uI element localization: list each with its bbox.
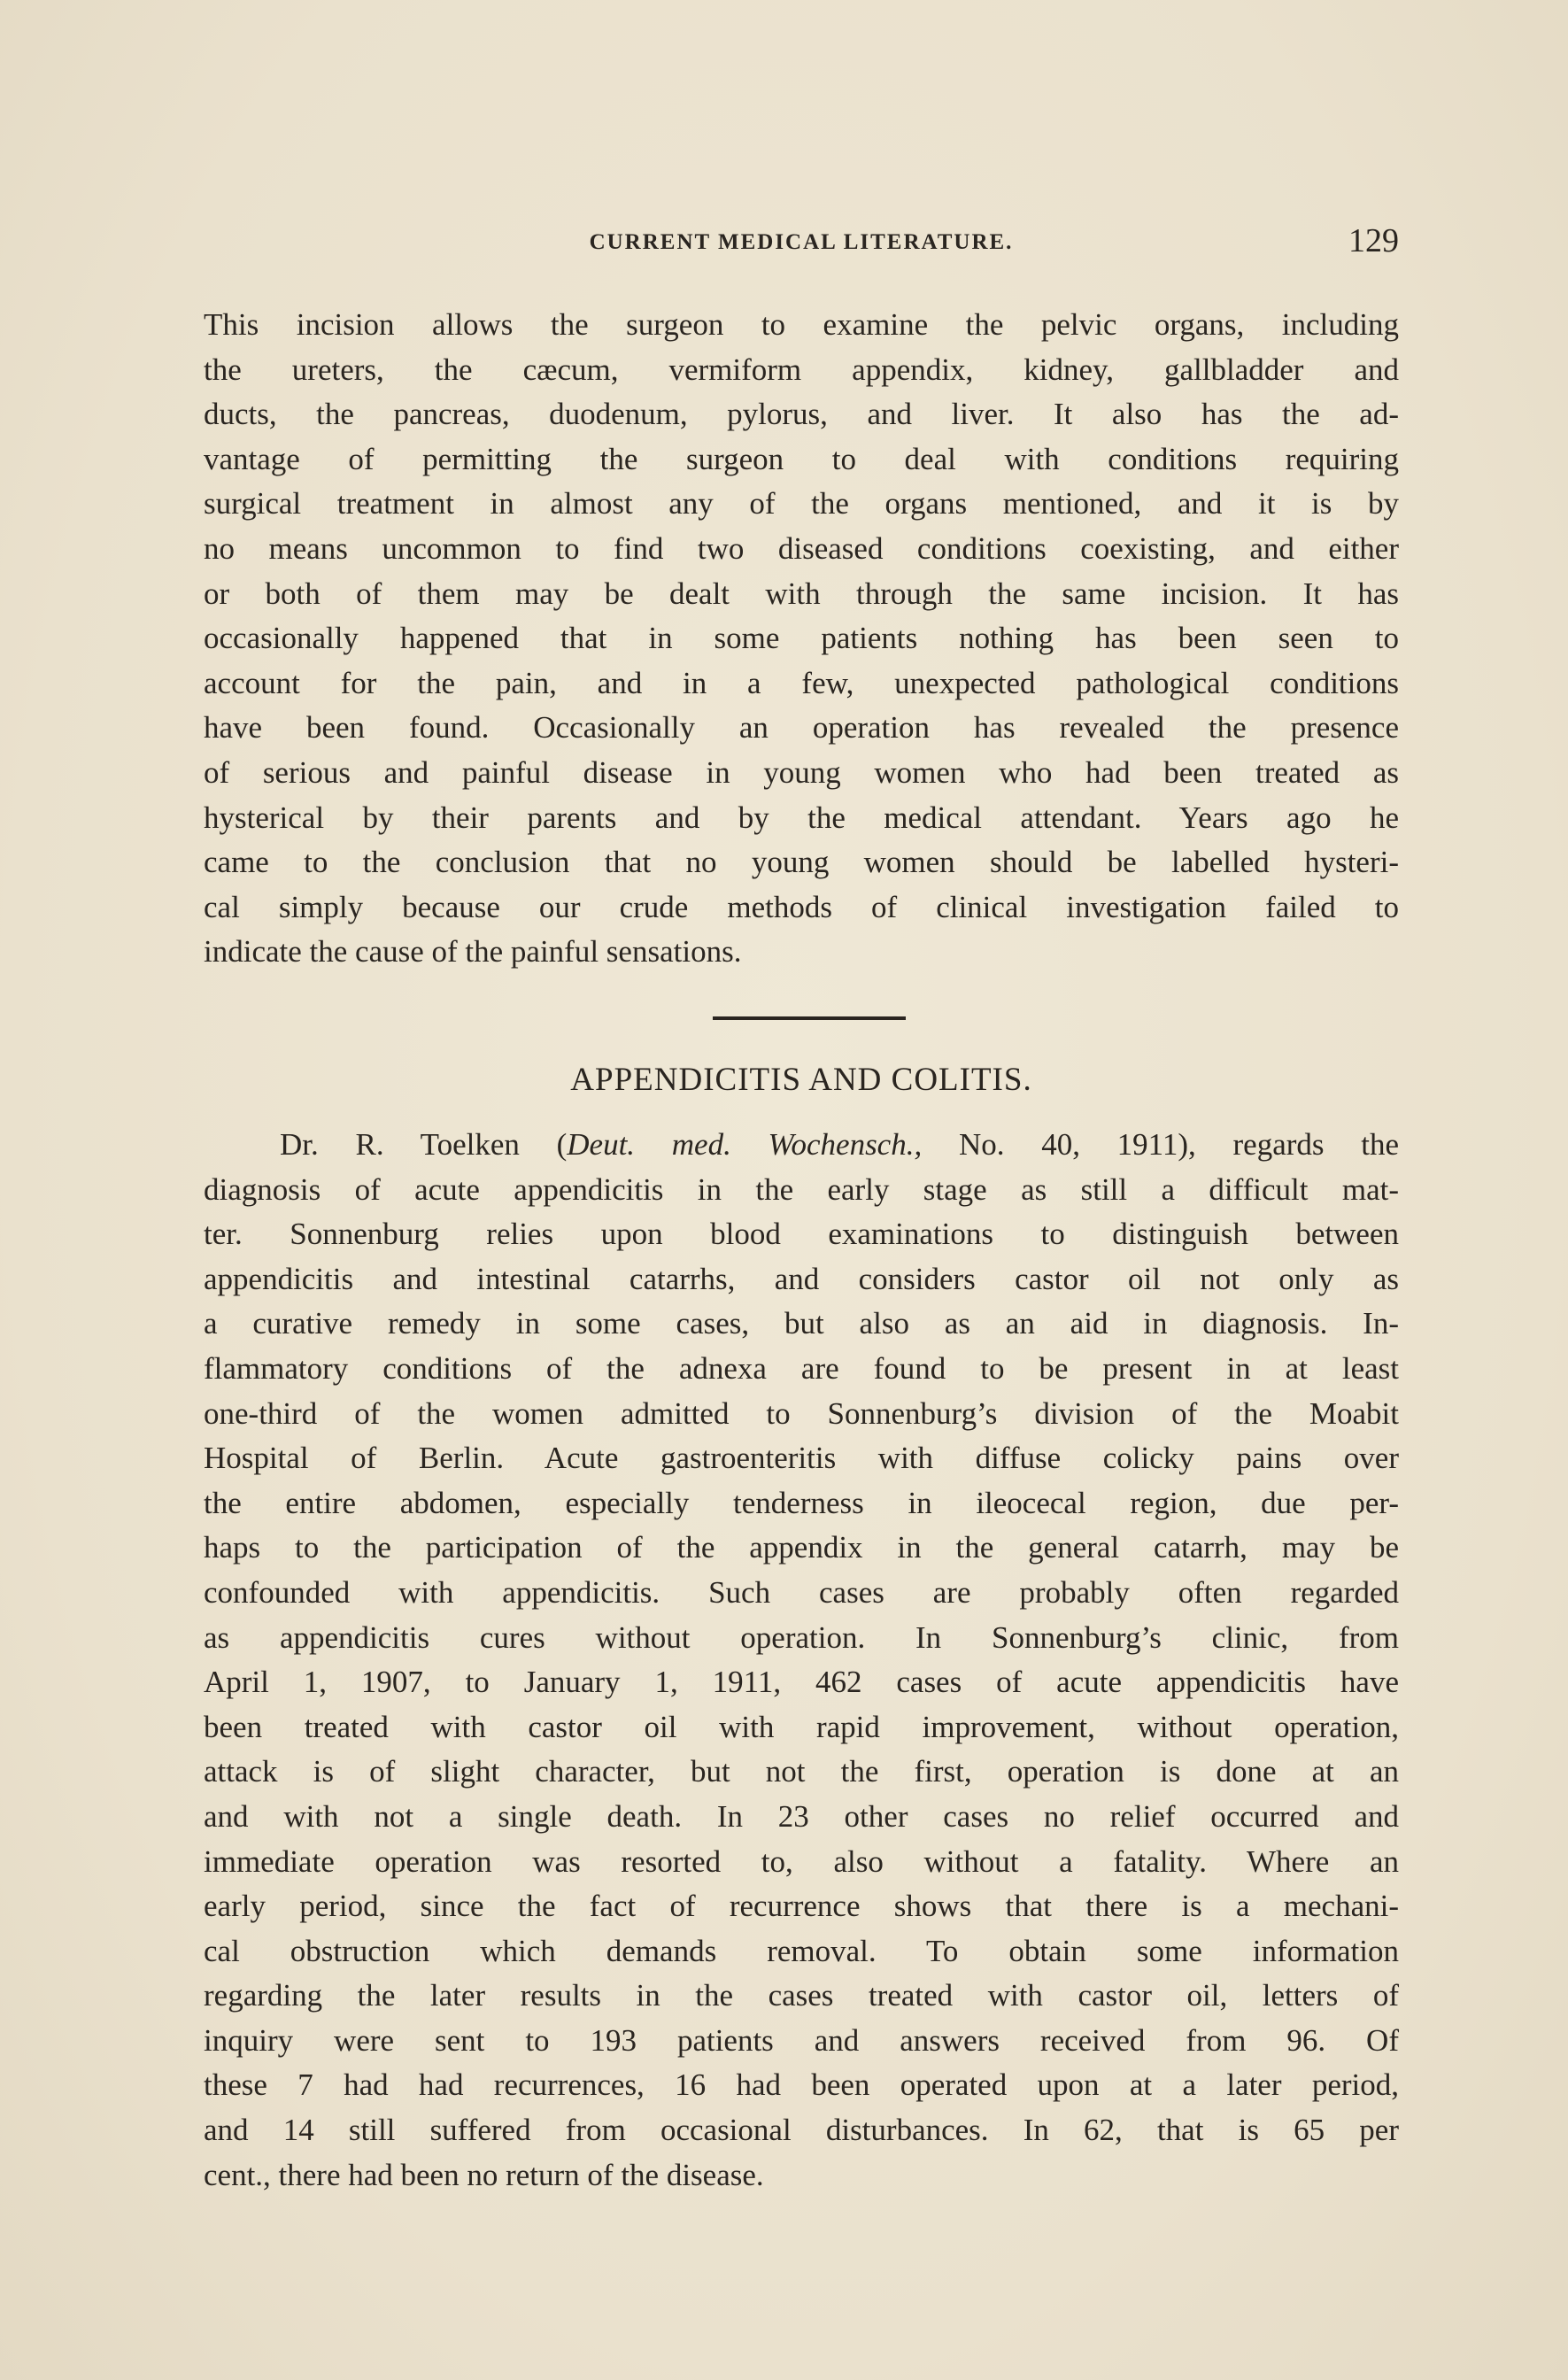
text-line: account for the pain, and in a few, unexpected pathological conditions	[204, 665, 1399, 700]
text-line: indicate the cause of the painful sensations.	[204, 934, 742, 970]
text-line: appendicitis and intestinal catarrhs, and considers castor oil not only as	[204, 1261, 1399, 1296]
text-line: regarding the later results in the cases treated with castor oil, letters of	[204, 1978, 1399, 2013]
text-line: confounded with appendicitis. Such cases are probably often regarded	[204, 1574, 1399, 1610]
text-line: flammatory conditions of the adnexa are found to be present in at least	[204, 1350, 1399, 1386]
text-line: haps to the participation of the appendix in the general catarrh, may be	[204, 1530, 1399, 1565]
text-line: cal simply because our crude methods of clinical investigation failed to	[204, 889, 1399, 924]
text-line: have been found. Occasionally an operation has revealed the presence	[204, 710, 1399, 746]
journal-title: Deut. med. Wochensch.,	[567, 1127, 923, 1162]
text-line: of serious and painful disease in young women who had been treated as	[204, 754, 1399, 790]
text-line: immediate operation was resorted to, also without a fatality. Where an	[204, 1843, 1399, 1879]
text-line-first	[204, 1123, 1399, 1168]
text-line: surgical treatment in almost any of the organs mentioned, and it is by	[204, 486, 1399, 522]
text-line: vantage of permitting the surgeon to deal with conditions requiring	[204, 441, 1399, 476]
text-line: and 14 still suffered from occasional disturbances. In 62, that is 65 per	[204, 2113, 1399, 2148]
text-line: occasionally happened that in some patients nothing has been seen to	[204, 621, 1399, 656]
text-line: the ureters, the cæcum, vermiform appendix, kidney, gallbladder and	[204, 352, 1399, 387]
section-heading: APPENDICITIS AND COLITIS.	[570, 1062, 1032, 1098]
text-line: the entire abdomen, especially tenderness in ileocecal region, due per-	[204, 1485, 1399, 1520]
text-line: inquiry were sent to 193 patients and answers received from 96. Of	[204, 2022, 1399, 2058]
paragraph-incision	[204, 303, 1399, 975]
text-line: these 7 had had recurrences, 16 had been operated upon at a later period,	[204, 2067, 1399, 2103]
citation-author: Dr. R. Toelken (	[280, 1127, 568, 1162]
running-head	[204, 221, 1399, 260]
text-line: attack is of slight character, but not the first, operation is done at an	[204, 1754, 1399, 1789]
text-line: This incision allows the surgeon to examine the pelvic organs, including	[204, 307, 1399, 342]
running-head-title: CURRENT MEDICAL LITERATURE.	[589, 230, 1014, 254]
citation-details: No. 40, 1911), regards the	[922, 1127, 1399, 1162]
text-line: hysterical by their parents and by the medical attendant. Years ago he	[204, 800, 1399, 835]
section-divider	[713, 1016, 906, 1020]
text-line: ter. Sonnenburg relies upon blood examinations to distinguish between	[204, 1217, 1399, 1252]
text-line: diagnosis of acute appendicitis in the early stage as still a difficult mat-	[204, 1171, 1399, 1207]
text-line: ducts, the pancreas, duodenum, pylorus, and liver. It also has the ad-	[204, 397, 1399, 432]
paragraph-appendicitis	[204, 1123, 1399, 2198]
text-line: April 1, 1907, to January 1, 1911, 462 cases of acute appendicitis have	[204, 1665, 1399, 1700]
text-line: one-third of the women admitted to Sonnenburg’s division of the Moabit	[204, 1395, 1399, 1431]
text-line: cal obstruction which demands removal. To obtain some information	[204, 1933, 1399, 1968]
text-line: came to the conclusion that no young women should be labelled hysteri-	[204, 845, 1399, 880]
page-number: 129	[1348, 222, 1399, 259]
text-line: a curative remedy in some cases, but also as an aid in diagnosis. In-	[204, 1306, 1399, 1341]
text-line: no means uncommon to find two diseased conditions coexisting, and either	[204, 530, 1399, 566]
text-line: or both of them may be dealt with through the same incision. It has	[204, 576, 1399, 611]
text-line: early period, since the fact of recurrence shows that there is a mechani-	[204, 1889, 1399, 1924]
text-line: cent., there had been no return of the disease.	[204, 2157, 764, 2192]
text-line: been treated with castor oil with rapid improvement, without operation,	[204, 1709, 1399, 1744]
text-line: as appendicitis cures without operation. In Sonnenburg’s clinic, from	[204, 1619, 1399, 1655]
text-line: and with not a single death. In 23 other cases no relief occurred and	[204, 1798, 1399, 1834]
text-line: Hospital of Berlin. Acute gastroenteritis with diffuse colicky pains over	[204, 1441, 1399, 1476]
